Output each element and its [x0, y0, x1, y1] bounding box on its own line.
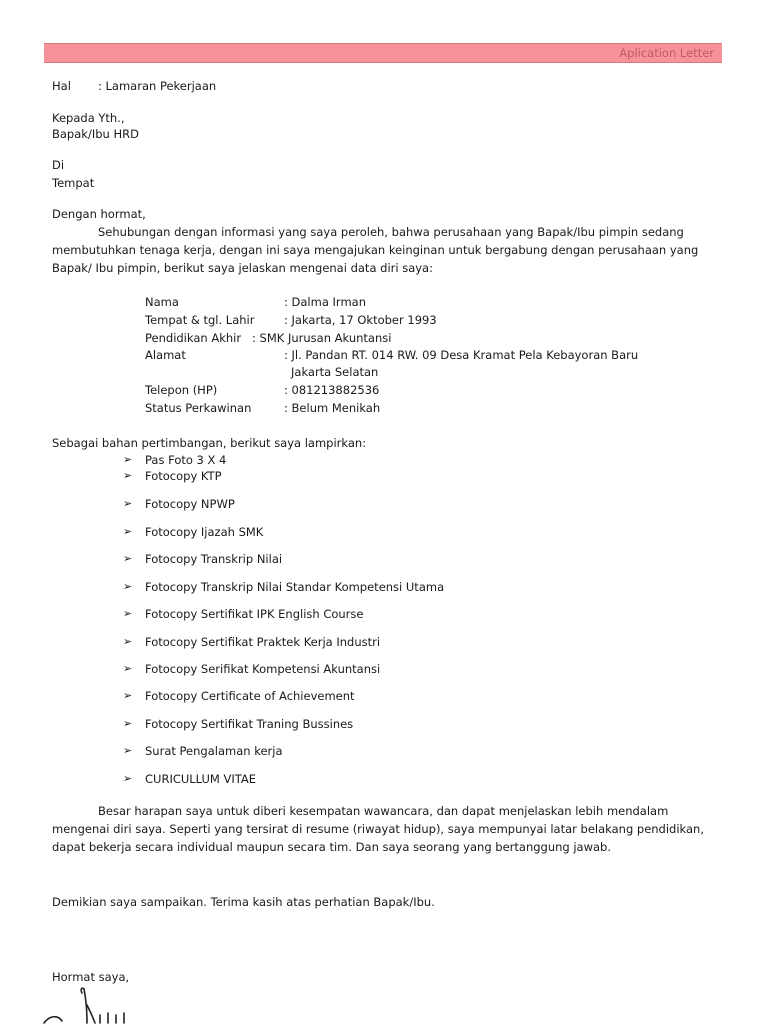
header-bar — [44, 43, 722, 63]
bullet-icon: ➢ — [123, 497, 133, 510]
closing-paragraph: Besar harapan saya untuk diberi kesempatan wawancara, dan dapat menjelaskan lebih mendalam mengenai diri saya. Seperti yang tersirat di resume (riwayat hidup), saya mempunyai latar belakang pendidikan, dapat bekerja secara individual maupun secara tim. Dan saya seorang yang bertanggung jawab. — [52, 804, 704, 854]
education-line: Pendidikan Akhir : SMK Jurusan Akuntansi — [145, 331, 392, 345]
signature-icon — [40, 985, 160, 1025]
birth-value: : Jakarta, 17 Oktober 1993 — [284, 313, 437, 327]
recipient-line4: Tempat — [52, 176, 95, 190]
subject-value: : Lamaran Pekerjaan — [98, 79, 217, 93]
thanks-line: Demikian saya sampaikan. Terima kasih atas perhatian Bapak/Ibu. — [52, 895, 435, 909]
list-item: Fotocopy Certificate of Achievement — [145, 689, 355, 703]
list-item: Surat Pengalaman kerja — [145, 744, 283, 758]
name-value: : Dalma Irman — [284, 295, 366, 309]
bullet-icon: ➢ — [123, 635, 133, 648]
bullet-icon: ➢ — [123, 689, 133, 702]
birth-label: Tempat & tgl. Lahir — [145, 313, 255, 327]
list-item: Fotocopy NPWP — [145, 497, 235, 511]
list-item: Fotocopy KTP — [145, 469, 222, 483]
name-label: Nama — [145, 295, 179, 309]
list-item: Pas Foto 3 X 4 — [145, 453, 227, 467]
bullet-icon: ➢ — [123, 717, 133, 730]
list-item: Fotocopy Sertifikat Praktek Kerja Industri — [145, 635, 381, 649]
list-item: Fotocopy Sertifikat Traning Bussines — [145, 717, 354, 731]
phone-label: Telepon (HP) — [145, 383, 218, 397]
address-label: Alamat — [145, 348, 186, 362]
attachments-intro: Sebagai bahan pertimbangan, berikut saya lampirkan: — [52, 436, 367, 450]
recipient-line2: Bapak/Ibu HRD — [52, 127, 139, 141]
list-item: Fotocopy Serifikat Kompetensi Akuntansi — [145, 662, 381, 676]
bullet-icon: ➢ — [123, 552, 133, 565]
recipient-line1: Kepada Yth., — [52, 111, 125, 125]
bullet-icon: ➢ — [123, 744, 133, 757]
bullet-icon: ➢ — [123, 525, 133, 538]
recipient-line3: Di — [52, 158, 65, 172]
list-item: Fotocopy Transkrip Nilai — [145, 552, 283, 566]
list-item: Fotocopy Sertifikat IPK English Course — [145, 607, 364, 621]
bullet-icon: ➢ — [123, 580, 133, 593]
phone-value: : 081213882536 — [284, 383, 380, 397]
subject-label: Hal — [52, 79, 71, 93]
greeting: Dengan hormat, — [52, 207, 146, 221]
address-value-line2: Jakarta Selatan — [291, 365, 379, 379]
document-title: Aplication Letter — [619, 46, 714, 60]
intro-paragraph: Sehubungan dengan informasi yang saya peroleh, bahwa perusahaan yang Bapak/Ibu pimpin sedang membutuhkan tenaga kerja, dengan ini saya mengajukan keinginan untuk bergabung dengan perusahaan yang Bapak/ Ibu pimpin, berikut saya jelaskan mengenai data diri saya: — [52, 225, 699, 275]
list-item: Fotocopy Transkrip Nilai Standar Kompetensi Utama — [145, 580, 445, 594]
marital-label: Status Perkawinan — [145, 401, 252, 415]
signoff: Hormat saya, — [52, 970, 130, 984]
bullet-icon: ➢ — [123, 662, 133, 675]
bullet-icon: ➢ — [123, 607, 133, 620]
list-item: CURICULLUM VITAE — [145, 772, 257, 786]
bullet-icon: ➢ — [123, 453, 133, 466]
marital-value: : Belum Menikah — [284, 401, 381, 415]
address-value: : Jl. Pandan RT. 014 RW. 09 Desa Kramat Pela Kebayoran Baru — [284, 348, 639, 362]
list-item: Fotocopy Ijazah SMK — [145, 525, 264, 539]
bullet-icon: ➢ — [123, 469, 133, 482]
bullet-icon: ➢ — [123, 772, 133, 785]
